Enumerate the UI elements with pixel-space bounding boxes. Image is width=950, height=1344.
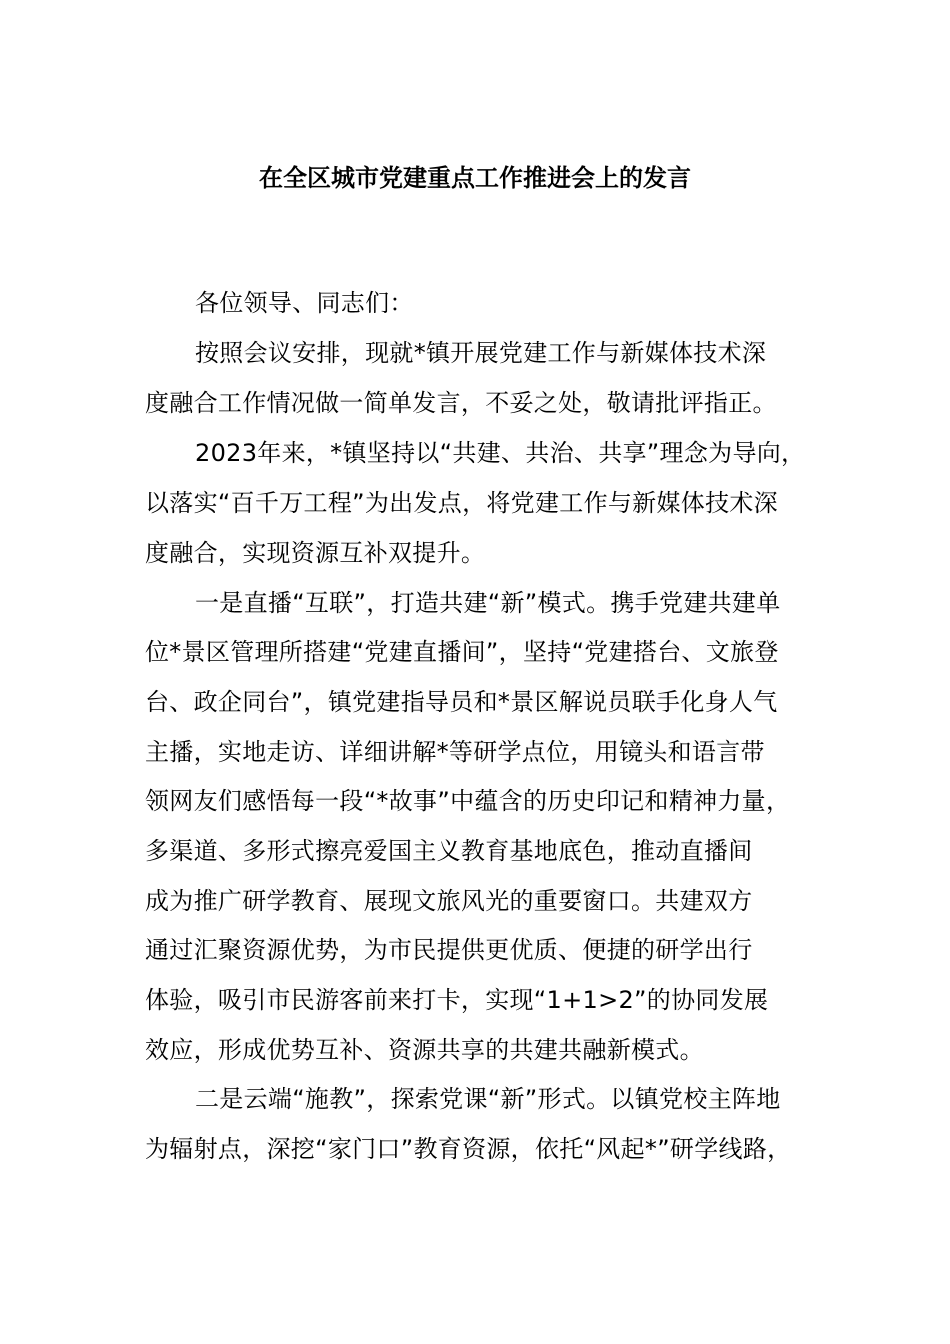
body-line: 成为推广研学教育、展现文旅风光的重要窗口。共建双方 — [145, 887, 753, 915]
body-line: 度融合，实现资源互补双提升。 — [145, 539, 486, 567]
body-line: 多渠道、多形式擦亮爱国主义教育基地底色，推动直播间 — [145, 837, 753, 865]
body-line: 为辐射点，深挖“家门口”教育资源，依托“风起*”研学线路， — [145, 1135, 792, 1163]
body-line: 效应，形成优势互补、资源共享的共建共融新模式。 — [145, 1036, 704, 1064]
body-line: 台、政企同台”，镇党建指导员和*景区解说员联手化身人气 — [145, 688, 778, 716]
body-line: 二是云端“施教”，探索党课“新”形式。以镇党校主阵地 — [195, 1085, 781, 1113]
body-line: 2023年来，*镇坚持以“共建、共治、共享”理念为导向， — [195, 439, 806, 467]
body-line: 以落实“百千万工程”为出发点，将党建工作与新媒体技术深 — [145, 489, 778, 517]
body-line: 领网友们感悟每一段“*故事”中蕴含的历史印记和精神力量， — [145, 787, 791, 815]
body-line: 各位领导、同志们： — [195, 289, 414, 317]
document-title: 在全区城市党建重点工作推进会上的发言 — [259, 164, 691, 192]
body-line: 度融合工作情况做一简单发言，不妥之处，敬请批评指正。 — [145, 389, 777, 417]
body-line: 体验，吸引市民游客前来打卡，实现“1+1>2”的协同发展 — [145, 986, 769, 1014]
body-line: 按照会议安排，现就*镇开展党建工作与新媒体技术深 — [195, 339, 767, 367]
body-line: 通过汇聚资源优势，为市民提供更优质、便捷的研学出行 — [145, 936, 753, 964]
body-line: 位*景区管理所搭建“党建直播间”，坚持“党建搭台、文旅登 — [145, 638, 779, 666]
body-line: 一是直播“互联”，打造共建“新”模式。携手党建共建单 — [195, 589, 781, 617]
body-line: 主播，实地走访、详细讲解*等研学点位，用镜头和语言带 — [145, 738, 765, 766]
